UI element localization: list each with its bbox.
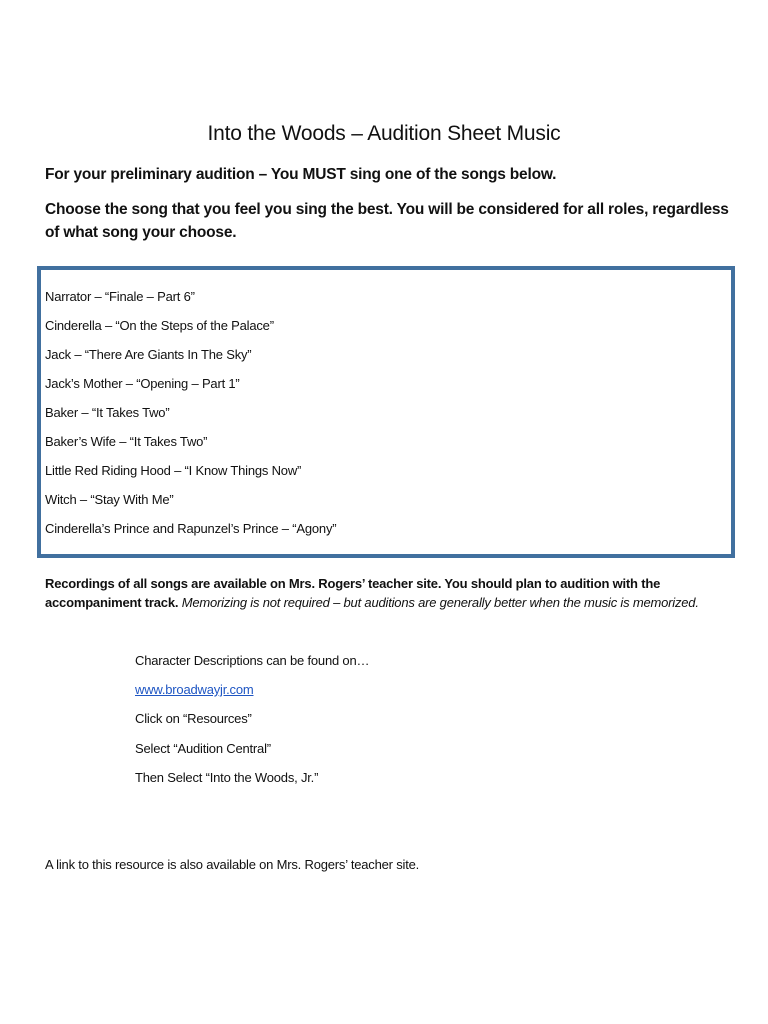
step-audition-central: Select “Audition Central” — [135, 740, 271, 756]
step-resources: Click on “Resources” — [135, 711, 252, 727]
song-list — [45, 282, 336, 543]
song-item-cinderella: Cinderella – “On the Steps of the Palace” — [45, 318, 274, 333]
recordings-lead: Recordings of all songs are available on Mrs. Rogers’ teacher site. You should plan to audition with the accompaniment track. — [45, 576, 661, 610]
song-item-baker: Baker – “It Takes Two” — [45, 405, 170, 420]
song-item-jack: Jack – “There Are Giants In The Sky” — [45, 347, 252, 362]
song-item-bakers-wife: Baker’s Wife – “It Takes Two” — [45, 434, 208, 449]
broadwayjr-link-line — [135, 675, 635, 704]
intro-requirement: For your preliminary audition – You MUST sing one of the songs below. — [45, 166, 557, 183]
song-item-witch: Witch – “Stay With Me” — [45, 492, 174, 507]
page-title: Into the Woods – Audition Sheet Music — [207, 122, 561, 145]
descriptions-line: Character Descriptions can be found on… — [135, 653, 370, 668]
recordings-paragraph — [45, 574, 735, 612]
intro-instruction: Choose the song that you feel you sing the best. You will be considered for all roles, regardless of what song your choose. — [45, 201, 729, 241]
song-item-princes: Cinderella’s Prince and Rapunzel’s Prince – “Agony” — [45, 521, 337, 536]
song-item-narrator: Narrator – “Finale – Part 6” — [45, 289, 195, 304]
song-item-jacks-mother: Jack’s Mother – “Opening – Part 1” — [45, 376, 240, 391]
recordings-note: Memorizing is not required – but auditions are generally better when the music is memorized. — [181, 595, 699, 610]
song-list-box — [37, 266, 735, 558]
footer-note: A link to this resource is also available on Mrs. Rogers’ teacher site. — [45, 857, 420, 872]
step-into-the-woods: Then Select “Into the Woods, Jr.” — [135, 769, 319, 785]
broadwayjr-link[interactable]: www.broadwayjr.com — [135, 682, 254, 698]
song-item-little-red: Little Red Riding Hood – “I Know Things Now” — [45, 463, 302, 478]
instructions-block — [135, 646, 635, 792]
